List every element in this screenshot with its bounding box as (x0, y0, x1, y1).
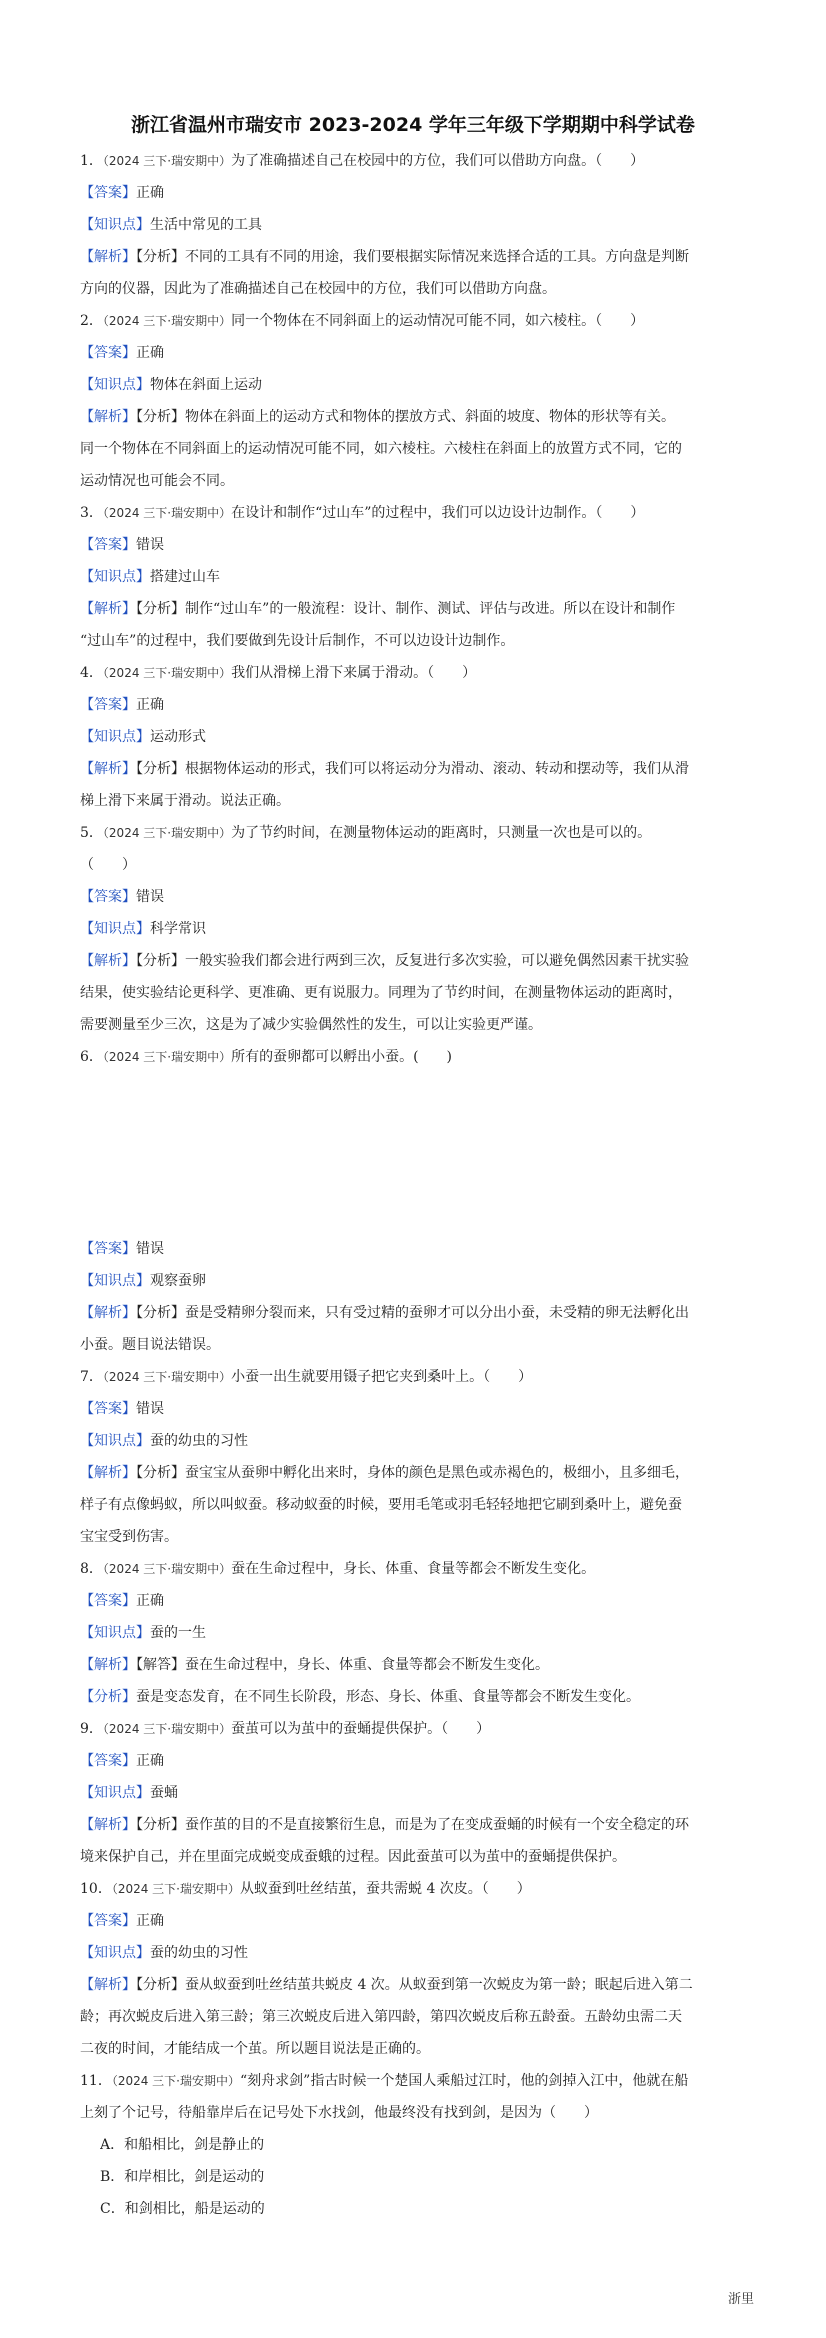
option-a: A．和船相比，剑是静止的 (100, 2137, 265, 2153)
analysis-text: 样子有点像蚂蚁，所以叫蚁蚕。移动蚁蚕的时候，要用毛笔或羽毛轻轻地把它刷到桑叶上，避免蚕 (80, 1497, 682, 1513)
question-number: 4． (80, 665, 103, 681)
question-stem: 上刻了个记号，待船靠岸后在记号处下水找剑，他最终没有找到剑，是因为（ ） (80, 2105, 598, 2121)
question-6 (80, 1046, 750, 1068)
question-source: （2024 三下·瑞安期中） (102, 1370, 232, 1384)
analysis-text: 梯上滑下来属于滑动。说法正确。 (80, 793, 290, 809)
analysis-text: 运动情况也可能会不同。 (80, 473, 234, 489)
knowledge-tag: 【知识点】 (80, 921, 150, 937)
question-2 (80, 310, 750, 332)
answer-value: 正确 (136, 697, 164, 713)
knowledge-row (80, 1782, 750, 1804)
answer-row (80, 182, 750, 204)
analysis-tag: 【解析】 (80, 601, 136, 617)
question-number: 11． (80, 2073, 112, 2089)
page-footer: 浙里 (727, 2292, 754, 2307)
analysis-row (80, 950, 750, 972)
analysis-text: 同一个物体在不同斜面上的运动情况可能不同，如六棱柱。六棱柱在斜面上的放置方式不同，它的 (80, 441, 682, 457)
question-source: （2024 三下·瑞安期中） (102, 1050, 232, 1064)
answer-value: 错误 (136, 1241, 164, 1257)
analysis-tag: 【解析】 (80, 249, 136, 265)
knowledge-tag: 【知识点】 (80, 569, 150, 585)
analysis-tag: 【解析】 (80, 1817, 136, 1833)
fenxi-tag: 【分析】 (136, 1977, 185, 1993)
answer-value: 正确 (136, 1913, 164, 1929)
knowledge-value: 蚕蛹 (150, 1785, 178, 1801)
fenxi-row (80, 1686, 750, 1708)
question-stem: 同一个物体在不同斜面上的运动情况可能不同，如六棱柱。（ ） (231, 313, 645, 329)
knowledge-value: 运动形式 (150, 729, 206, 745)
fenxi-tag: 【分析】 (136, 953, 185, 969)
analysis-tag: 【解析】 (80, 1657, 136, 1673)
answer-tag: 【答案】 (80, 697, 136, 713)
question-source: （2024 三下·瑞安期中） (102, 154, 232, 168)
knowledge-row (80, 1430, 750, 1452)
fenxi-tag: 【分析】 (136, 1817, 185, 1833)
analysis-text: 制作“过山车”的一般流程：设计、制作、测试、评估与改进。所以在设计和制作 (185, 601, 676, 617)
question-7 (80, 1366, 750, 1388)
knowledge-row (80, 1942, 750, 1964)
answer-tag: 【答案】 (80, 1913, 136, 1929)
knowledge-value: 搭建过山车 (150, 569, 220, 585)
question-stem: 在设计和制作“过山车”的过程中，我们可以边设计边制作。（ ） (231, 505, 645, 521)
question-stem: （ ） (80, 857, 136, 873)
analysis-row (80, 758, 750, 780)
knowledge-row (80, 566, 750, 588)
answer-value: 正确 (136, 1753, 164, 1769)
analysis-row (80, 246, 750, 268)
analysis-text: 境来保护自己，并在里面完成蜕变成蚕蛾的过程。因此蚕茧可以为茧中的蚕蛹提供保护。 (80, 1849, 626, 1865)
answer-row (80, 1910, 750, 1932)
knowledge-row (80, 374, 750, 396)
question-stem: 蚕在生命过程中，身长、体重、食量等都会不断发生变化。 (231, 1561, 596, 1577)
question-stem: 为了节约时间，在测量物体运动的距离时，只测量一次也是可以的。 (231, 825, 652, 841)
analysis-row (80, 598, 750, 620)
analysis-text: 需要测量至少三次，这是为了减少实验偶然性的发生，可以让实验更严谨。 (80, 1017, 542, 1033)
analysis-row (80, 1814, 750, 1836)
answer-tag: 【答案】 (80, 1241, 136, 1257)
answer-row (80, 1590, 750, 1612)
knowledge-value: 蚕的幼虫的习性 (150, 1433, 248, 1449)
question-number: 3． (80, 505, 103, 521)
analysis-tag: 【解析】 (80, 1465, 136, 1481)
analysis-row (80, 1654, 750, 1676)
fenxi-tag: 【分析】 (136, 249, 185, 265)
answer-value: 错误 (136, 537, 164, 553)
question-source: （2024 三下·瑞安期中） (102, 314, 232, 328)
question-11 (80, 2070, 750, 2092)
question-number: 10． (80, 1881, 112, 1897)
analysis-text: 蚕作茧的目的不是直接繁衍生息，而是为了在变成蚕蛹的时候有一个安全稳定的环 (185, 1817, 689, 1833)
fenxi-tag: 【分析】 (136, 761, 185, 777)
jieda-tag: 【解答】 (136, 1657, 185, 1673)
analysis-text: 方向的仪器，因此为了准确描述自己在校园中的方位，我们可以借助方向盘。 (80, 281, 556, 297)
analysis-tag: 【解析】 (80, 1977, 136, 1993)
fenxi-tag: 【分析】 (136, 409, 185, 425)
analysis-text: 根据物体运动的形式，我们可以将运动分为滑动、滚动、转动和摆动等，我们从滑 (185, 761, 689, 777)
analysis-text: 蚕从蚁蚕到吐丝结茧共蜕皮 4 次。从蚁蚕到第一次蜕皮为第一龄；眠起后进入第二 (185, 1977, 693, 1993)
answer-tag: 【答案】 (80, 889, 136, 905)
question-number: 2． (80, 313, 103, 329)
knowledge-row (80, 918, 750, 940)
question-stem: “刻舟求剑”指古时候一个楚国人乘船过江时，他的剑掉入江中，他就在船 (240, 2073, 689, 2089)
knowledge-tag: 【知识点】 (80, 729, 150, 745)
knowledge-tag: 【知识点】 (80, 377, 150, 393)
analysis-tag: 【解析】 (80, 409, 136, 425)
question-source: （2024 三下·瑞安期中） (102, 506, 232, 520)
knowledge-value: 观察蚕卵 (150, 1273, 206, 1289)
question-stem: 我们从滑梯上滑下来属于滑动。（ ） (231, 665, 477, 681)
answer-tag: 【答案】 (80, 1401, 136, 1417)
question-stem: 蚕茧可以为茧中的蚕蛹提供保护。（ ） (231, 1721, 491, 1737)
answer-row (80, 534, 750, 556)
answer-tag: 【答案】 (80, 1593, 136, 1609)
knowledge-tag: 【知识点】 (80, 1945, 150, 1961)
question-stem: 为了准确描述自己在校园中的方位，我们可以借助方向盘。（ ） (231, 153, 645, 169)
question-8 (80, 1558, 750, 1580)
analysis-tag: 【解析】 (80, 761, 136, 777)
question-number: 8． (80, 1561, 103, 1577)
question-number: 9． (80, 1721, 103, 1737)
answer-row (80, 1398, 750, 1420)
knowledge-tag: 【知识点】 (80, 1785, 150, 1801)
analysis-text: “过山车”的过程中，我们要做到先设计后制作，不可以边设计边制作。 (80, 633, 515, 649)
fenxi-tag: 【分析】 (136, 1305, 185, 1321)
question-number: 6． (80, 1049, 103, 1065)
question-source: （2024 三下·瑞安期中） (102, 826, 232, 840)
analysis-text: 二夜的时间，才能结成一个茧。所以题目说法是正确的。 (80, 2041, 430, 2057)
analysis-text: 蚕是受精卵分裂而来，只有受过精的蚕卵才可以分出小蚕，未受精的卵无法孵化出 (185, 1305, 689, 1321)
fenxi-tag: 【分析】 (80, 1689, 136, 1705)
answer-value: 错误 (136, 889, 164, 905)
knowledge-row (80, 1270, 750, 1292)
answer-row (80, 1750, 750, 1772)
answer-row (80, 342, 750, 364)
answer-tag: 【答案】 (80, 345, 136, 361)
question-stem: 从蚁蚕到吐丝结茧，蚕共需蜕 4 次皮。（ ） (240, 1881, 531, 1897)
answer-tag: 【答案】 (80, 1753, 136, 1769)
question-number: 5． (80, 825, 103, 841)
analysis-row (80, 1974, 750, 1996)
knowledge-row (80, 726, 750, 748)
fenxi-tag: 【分析】 (136, 1465, 185, 1481)
analysis-text: 小蚕。题目说法错误。 (80, 1337, 220, 1353)
analysis-text: 蚕宝宝从蚕卵中孵化出来时，身体的颜色是黑色或赤褐色的，极细小，且多细毛， (185, 1465, 689, 1481)
analysis-text: 龄；再次蜕皮后进入第三龄；第三次蜕皮后进入第四龄，第四次蜕皮后称五龄蚕。五龄幼虫需二天 (80, 2009, 682, 2025)
question-source: （2024 三下·瑞安期中） (111, 1882, 240, 1896)
analysis-text: 结果，使实验结论更科学、更准确、更有说服力。同理为了节约时间，在测量物体运动的距离时， (80, 985, 682, 1001)
knowledge-value: 蚕的幼虫的习性 (150, 1945, 248, 1961)
analysis-tag: 【解析】 (80, 1305, 136, 1321)
analysis-row (80, 406, 750, 428)
answer-row (80, 694, 750, 716)
question-1 (80, 150, 750, 172)
answer-value: 错误 (136, 1401, 164, 1417)
analysis-text: 不同的工具有不同的用途，我们要根据实际情况来选择合适的工具。方向盘是判断 (185, 249, 689, 265)
knowledge-row (80, 214, 750, 236)
analysis-text: 物体在斜面上的运动方式和物体的摆放方式、斜面的坡度、物体的形状等有关。 (185, 409, 675, 425)
question-3 (80, 502, 750, 524)
question-10 (80, 1878, 750, 1900)
knowledge-value: 科学常识 (150, 921, 206, 937)
answer-row (80, 886, 750, 908)
answer-tag: 【答案】 (80, 185, 136, 201)
knowledge-tag: 【知识点】 (80, 1273, 150, 1289)
analysis-row (80, 1302, 750, 1324)
question-stem: 小蚕一出生就要用镊子把它夹到桑叶上。（ ） (231, 1369, 533, 1385)
question-9 (80, 1718, 750, 1740)
option-b: B．和岸相比，剑是运动的 (100, 2169, 265, 2185)
knowledge-tag: 【知识点】 (80, 217, 150, 233)
question-source: （2024 三下·瑞安期中） (102, 1562, 232, 1576)
page-title: 浙江省温州市瑞安市 2023-2024 学年三年级下学期期中科学试卷 (131, 114, 695, 136)
analysis-tag: 【解析】 (80, 953, 136, 969)
analysis-text: 蚕是变态发育，在不同生长阶段，形态、身长、体重、食量等都会不断发生变化。 (136, 1689, 640, 1705)
question-number: 1． (80, 153, 103, 169)
question-source: （2024 三下·瑞安期中） (111, 2074, 240, 2088)
question-4 (80, 662, 750, 684)
question-5 (80, 822, 750, 844)
analysis-text: 蚕在生命过程中，身长、体重、食量等都会不断发生变化。 (185, 1657, 549, 1673)
question-stem: 所有的蚕卵都可以孵出小蚕。( ) (231, 1049, 453, 1065)
knowledge-tag: 【知识点】 (80, 1433, 150, 1449)
analysis-text: 一般实验我们都会进行两到三次，反复进行多次实验，可以避免偶然因素干扰实验 (185, 953, 689, 969)
option-c: C．和剑相比，船是运动的 (100, 2201, 265, 2217)
knowledge-row (80, 1622, 750, 1644)
knowledge-value: 蚕的一生 (150, 1625, 206, 1641)
question-source: （2024 三下·瑞安期中） (102, 1722, 232, 1736)
answer-value: 正确 (136, 1593, 164, 1609)
fenxi-tag: 【分析】 (136, 601, 185, 617)
question-number: 7． (80, 1369, 103, 1385)
analysis-row (80, 1462, 750, 1484)
answer-value: 正确 (136, 345, 164, 361)
answer-tag: 【答案】 (80, 537, 136, 553)
question-source: （2024 三下·瑞安期中） (102, 666, 232, 680)
knowledge-value: 生活中常见的工具 (150, 217, 262, 233)
analysis-text: 宝宝受到伤害。 (80, 1529, 178, 1545)
knowledge-tag: 【知识点】 (80, 1625, 150, 1641)
knowledge-value: 物体在斜面上运动 (150, 377, 262, 393)
answer-value: 正确 (136, 185, 164, 201)
answer-row (80, 1238, 750, 1260)
